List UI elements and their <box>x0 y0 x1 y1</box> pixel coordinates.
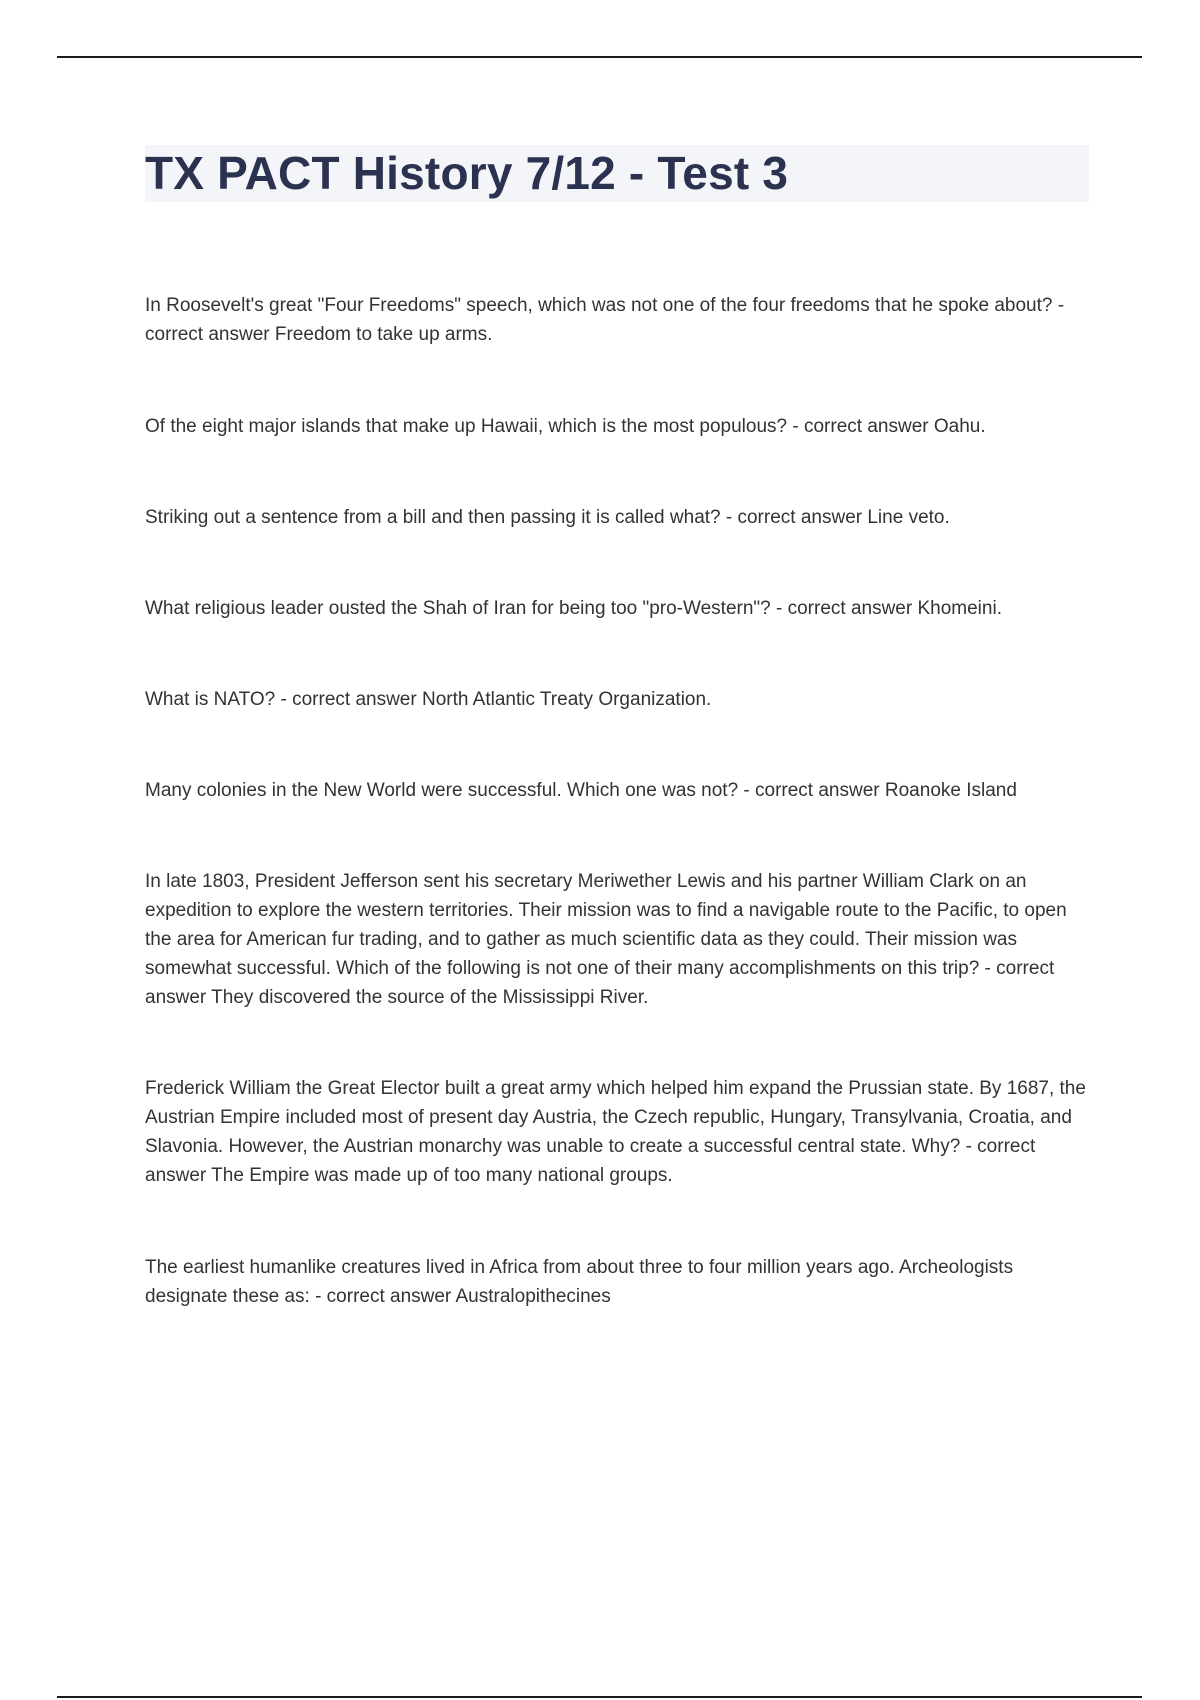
bottom-rule <box>57 1696 1142 1698</box>
question-item-8: Frederick William the Great Elector built a great army which helped him expand the Prussian state. By 1687, the Austrian Empire included most of present day Austria, the Czech republic, Hungary, Transylvania, Croatia, and Slavonia. However, the Austrian monarchy was unable to create a successful central state. Why? - correct answer The Empire was made up of too many national groups. <box>145 1078 1086 1186</box>
question-item-3: Striking out a sentence from a bill and then passing it is called what? - correct answer Line veto. <box>145 507 950 528</box>
question-item-4: What religious leader ousted the Shah of Iran for being too "pro-Western"? - correct answer Khomeini. <box>145 598 1002 619</box>
question-item-1: In Roosevelt's great "Four Freedoms" speech, which was not one of the four freedoms that he spoke about? - correct answer Freedom to take up arms. <box>145 295 1065 345</box>
document-title: TX PACT History 7/12 - Test 3 <box>145 147 789 199</box>
question-item-5: What is NATO? - correct answer North Atlantic Treaty Organization. <box>145 689 712 710</box>
question-item-7: In late 1803, President Jefferson sent his secretary Meriwether Lewis and his partner William Clark on an expedition to explore the western territories. Their mission was to find a navigable route to the Pacific, to open the area for American fur trading, and to gather as much scientific data as they could. Their mission was somewhat successful. Which of the following is not one of their many accomplishments on this trip? - correct answer They discovered the source of the Mississippi River. <box>145 871 1067 1008</box>
question-item-6: Many colonies in the New World were successful. Which one was not? - correct answer Roanoke Island <box>145 780 1017 801</box>
question-item-2: Of the eight major islands that make up Hawaii, which is the most populous? - correct answer Oahu. <box>145 416 986 437</box>
top-rule <box>57 56 1142 58</box>
question-item-9: The earliest humanlike creatures lived in Africa from about three to four million years ago. Archeologists designate these as: - correct answer Australopithecines <box>145 1257 1014 1307</box>
